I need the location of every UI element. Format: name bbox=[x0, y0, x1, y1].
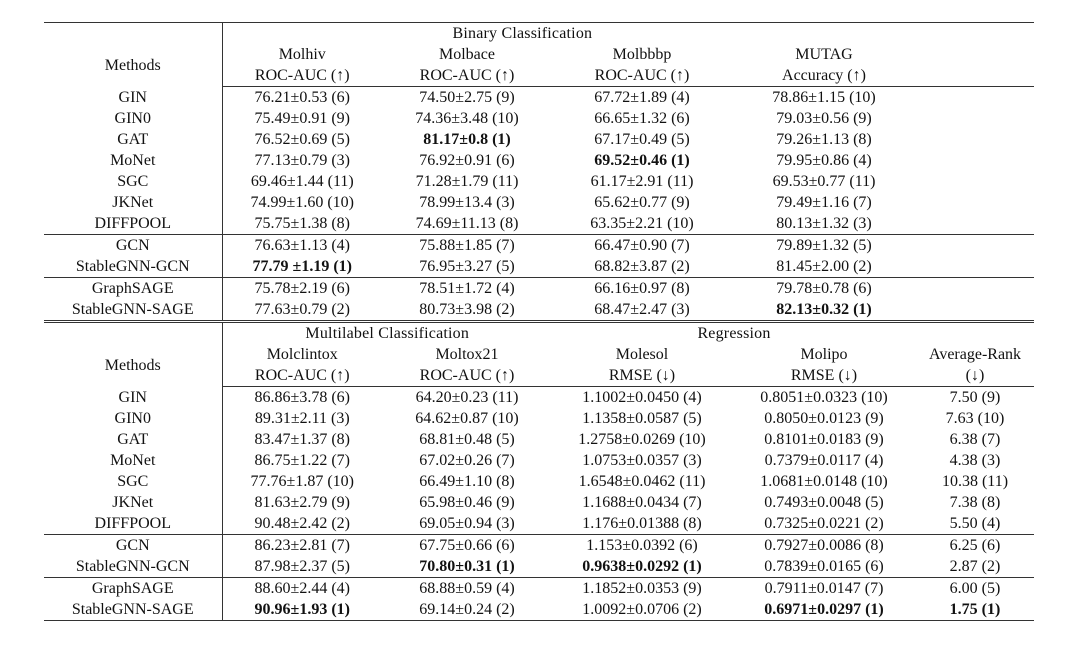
result-cell: 83.47±1.37 (8) bbox=[254, 431, 350, 448]
result-cell: 7.63 (10) bbox=[945, 410, 1005, 427]
result-cell: 77.79 ±1.19 (1) bbox=[222, 256, 382, 278]
result-cell: 6.38 (7) bbox=[949, 431, 1001, 448]
empty-cell bbox=[916, 322, 1034, 345]
method-name: GIN bbox=[44, 87, 222, 109]
result-cell: 1.1688±0.0434 (7) bbox=[582, 494, 702, 511]
result-cell: 1.0681±0.0148 (10) bbox=[760, 473, 888, 490]
result-cell: 77.63±0.79 (2) bbox=[222, 299, 382, 322]
table-row bbox=[44, 471, 1034, 492]
result-cell: 2.87 (2) bbox=[916, 556, 1034, 578]
top-dataset-row bbox=[44, 44, 1034, 65]
dataset-name: Moltox21 bbox=[435, 346, 499, 363]
bottom-dataset-row bbox=[44, 344, 1034, 365]
result-cell: 0.7325±0.0221 (2) bbox=[732, 513, 916, 535]
result-cell: 75.88±1.85 (7) bbox=[419, 237, 515, 254]
result-cell: 79.03±0.56 (9) bbox=[776, 110, 872, 127]
result-cell: 76.63±1.13 (4) bbox=[254, 237, 350, 254]
metric-label: Accuracy (↑) bbox=[732, 65, 916, 87]
result-cell bbox=[916, 108, 1034, 129]
result-cell: 86.86±3.78 (6) bbox=[254, 389, 350, 406]
result-cell: 65.62±0.77 (9) bbox=[594, 194, 690, 211]
result-cell: 75.75±1.38 (8) bbox=[222, 213, 382, 235]
result-cell: 65.98±0.46 (9) bbox=[419, 494, 515, 511]
result-cell: 68.82±3.87 (2) bbox=[552, 256, 732, 278]
result-cell: 78.99±13.4 (3) bbox=[419, 194, 515, 211]
table-row bbox=[44, 578, 1034, 600]
result-cell: 75.78±2.19 (6) bbox=[254, 280, 350, 297]
result-cell: 0.6971±0.0297 (1) bbox=[732, 599, 916, 621]
bottom-group-header-row bbox=[44, 322, 1034, 345]
metric-label: ROC-AUC (↑) bbox=[382, 65, 552, 87]
result-cell: 68.88±0.59 (4) bbox=[419, 580, 515, 597]
method-name: GIN0 bbox=[44, 108, 222, 129]
multilabel-classification-label: Multilabel Classification bbox=[305, 325, 470, 342]
result-cell bbox=[916, 235, 1034, 257]
result-cell: 1.153±0.0392 (6) bbox=[586, 537, 698, 554]
result-cell: 5.50 (4) bbox=[916, 513, 1034, 535]
result-cell bbox=[916, 213, 1034, 235]
method-name: GIN0 bbox=[44, 408, 222, 429]
result-cell: 64.62±0.87 (10) bbox=[415, 410, 519, 427]
result-cell: 74.69±11.13 (8) bbox=[382, 213, 552, 235]
result-cell: 0.8051±0.0323 (10) bbox=[760, 389, 888, 406]
result-cell: 69.53±0.77 (11) bbox=[772, 173, 876, 190]
table-row bbox=[44, 408, 1034, 429]
result-cell bbox=[916, 192, 1034, 213]
result-cell: 90.96±1.93 (1) bbox=[222, 599, 382, 621]
metric-label: ROC-AUC (↑) bbox=[552, 65, 732, 87]
table-row bbox=[44, 278, 1034, 300]
result-cell: 90.48±2.42 (2) bbox=[222, 513, 382, 535]
table-row bbox=[44, 129, 1034, 150]
result-cell: 75.49±0.91 (9) bbox=[254, 110, 350, 127]
result-cell: 89.31±2.11 (3) bbox=[254, 410, 350, 427]
binary-classification-label: Binary Classification bbox=[222, 23, 1034, 45]
result-cell: 80.73±3.98 (2) bbox=[382, 299, 552, 322]
dataset-name: Molclintox bbox=[266, 346, 338, 363]
method-name: GCN bbox=[44, 535, 222, 557]
result-cell: 67.17±0.49 (5) bbox=[594, 131, 690, 148]
result-cell: 81.17±0.8 (1) bbox=[423, 131, 511, 148]
metric-label: RMSE (↓) bbox=[552, 365, 732, 387]
result-cell: 66.65±1.32 (6) bbox=[594, 110, 690, 127]
table-row bbox=[44, 492, 1034, 513]
empty-corner bbox=[44, 23, 222, 45]
result-cell: 78.86±1.15 (10) bbox=[772, 89, 876, 106]
result-cell: 6.25 (6) bbox=[949, 537, 1001, 554]
metric-label: ROC-AUC (↑) bbox=[222, 365, 382, 387]
table-row bbox=[44, 171, 1034, 192]
result-cell: 1.2758±0.0269 (10) bbox=[578, 431, 706, 448]
result-cell: 69.52±0.46 (1) bbox=[594, 152, 690, 169]
table-row bbox=[44, 599, 1034, 621]
result-cell: 79.26±1.13 (8) bbox=[776, 131, 872, 148]
metric-label: RMSE (↓) bbox=[732, 365, 916, 387]
result-cell: 0.8101±0.0183 (9) bbox=[764, 431, 884, 448]
method-name: MoNet bbox=[44, 150, 222, 171]
method-name: StableGNN-SAGE bbox=[44, 299, 222, 322]
method-name: GraphSAGE bbox=[44, 578, 222, 600]
table-row bbox=[44, 299, 1034, 322]
result-cell: 66.47±0.90 (7) bbox=[594, 237, 690, 254]
result-cell: 7.38 (8) bbox=[949, 494, 1001, 511]
result-cell: 76.95±3.27 (5) bbox=[382, 256, 552, 278]
result-cell: 80.13±1.32 (3) bbox=[732, 213, 916, 235]
result-cell: 78.51±1.72 (4) bbox=[419, 280, 515, 297]
result-cell: 69.14±0.24 (2) bbox=[382, 599, 552, 621]
result-cell: 76.21±0.53 (6) bbox=[254, 89, 350, 106]
result-cell: 1.6548±0.0462 (11) bbox=[578, 473, 706, 490]
dataset-name: Molbace bbox=[439, 46, 495, 63]
result-cell: 0.7493±0.0048 (5) bbox=[764, 494, 884, 511]
result-cell: 4.38 (3) bbox=[949, 452, 1001, 469]
result-cell: 70.80±0.31 (1) bbox=[382, 556, 552, 578]
metric-label: ROC-AUC (↑) bbox=[222, 65, 382, 87]
result-cell bbox=[916, 150, 1034, 171]
result-cell: 6.00 (5) bbox=[949, 580, 1001, 597]
dataset-name: MUTAG bbox=[795, 46, 853, 63]
result-cell: 1.0092±0.0706 (2) bbox=[552, 599, 732, 621]
method-name: GCN bbox=[44, 235, 222, 257]
table-row bbox=[44, 387, 1034, 409]
table-row bbox=[44, 429, 1034, 450]
method-name: SGC bbox=[44, 171, 222, 192]
result-cell: 0.7911±0.0147 (7) bbox=[764, 580, 884, 597]
result-cell: 0.9638±0.0292 (1) bbox=[552, 556, 732, 578]
result-cell: 79.78±0.78 (6) bbox=[776, 280, 872, 297]
result-cell: 66.49±1.10 (8) bbox=[419, 473, 515, 490]
method-name: StableGNN-GCN bbox=[44, 256, 222, 278]
result-cell bbox=[916, 299, 1034, 322]
result-cell: 71.28±1.79 (11) bbox=[415, 173, 519, 190]
table-row bbox=[44, 556, 1034, 578]
result-cell: 0.7839±0.0165 (6) bbox=[732, 556, 916, 578]
result-cell: 69.46±1.44 (11) bbox=[250, 173, 354, 190]
regression-label: Regression bbox=[697, 325, 771, 342]
result-cell: 63.35±2.21 (10) bbox=[552, 213, 732, 235]
method-name: StableGNN-SAGE bbox=[44, 599, 222, 621]
method-name: JKNet bbox=[44, 192, 222, 213]
dataset-name: Average-Rank bbox=[928, 346, 1022, 363]
dataset-name: Molipo bbox=[800, 346, 848, 363]
result-cell bbox=[916, 87, 1034, 109]
table-row bbox=[44, 87, 1034, 109]
table-row bbox=[44, 213, 1034, 235]
empty-cell bbox=[916, 65, 1034, 87]
method-name: StableGNN-GCN bbox=[44, 556, 222, 578]
method-name: DIFFPOOL bbox=[44, 213, 222, 235]
bottom-section bbox=[44, 322, 1034, 621]
results-table bbox=[44, 22, 1034, 621]
results-table-container bbox=[44, 22, 1034, 621]
result-cell: 7.50 (9) bbox=[949, 389, 1001, 406]
result-cell: 10.38 (11) bbox=[941, 473, 1009, 490]
result-cell: 88.60±2.44 (4) bbox=[254, 580, 350, 597]
metric-label: (↓) bbox=[916, 365, 1034, 387]
table-row bbox=[44, 192, 1034, 213]
result-cell: 1.1852±0.0353 (9) bbox=[582, 580, 702, 597]
method-name: GIN bbox=[44, 387, 222, 409]
top-section bbox=[44, 23, 1034, 322]
table-row bbox=[44, 150, 1034, 171]
method-name: GraphSAGE bbox=[44, 278, 222, 300]
top-group-header-row bbox=[44, 23, 1034, 45]
result-cell: 1.176±0.01388 (8) bbox=[552, 513, 732, 535]
result-cell: 77.76±1.87 (10) bbox=[250, 473, 354, 490]
result-cell: 82.13±0.32 (1) bbox=[732, 299, 916, 322]
result-cell: 81.45±2.00 (2) bbox=[732, 256, 916, 278]
result-cell: 64.20±0.23 (11) bbox=[415, 389, 519, 406]
dataset-name: Molesol bbox=[615, 346, 669, 363]
method-name: GAT bbox=[44, 129, 222, 150]
result-cell: 87.98±2.37 (5) bbox=[222, 556, 382, 578]
method-name: DIFFPOOL bbox=[44, 513, 222, 535]
result-cell: 1.75 (1) bbox=[916, 599, 1034, 621]
result-cell bbox=[916, 256, 1034, 278]
result-cell: 67.72±1.89 (4) bbox=[594, 89, 690, 106]
table-row bbox=[44, 256, 1034, 278]
table-row bbox=[44, 235, 1034, 257]
result-cell bbox=[916, 171, 1034, 192]
empty-corner bbox=[44, 322, 222, 345]
method-name: SGC bbox=[44, 471, 222, 492]
result-cell: 0.7379±0.0117 (4) bbox=[764, 452, 884, 469]
metric-label: ROC-AUC (↑) bbox=[382, 365, 552, 387]
result-cell: 77.13±0.79 (3) bbox=[254, 152, 350, 169]
result-cell: 86.23±2.81 (7) bbox=[254, 537, 350, 554]
result-cell: 79.95±0.86 (4) bbox=[776, 152, 872, 169]
dataset-name: Molhiv bbox=[278, 46, 326, 63]
table-row bbox=[44, 108, 1034, 129]
result-cell: 1.1358±0.0587 (5) bbox=[582, 410, 702, 427]
empty-cell bbox=[916, 44, 1034, 65]
result-cell: 79.49±1.16 (7) bbox=[776, 194, 872, 211]
result-cell: 0.7927±0.0086 (8) bbox=[764, 537, 884, 554]
result-cell: 67.75±0.66 (6) bbox=[419, 537, 515, 554]
result-cell: 67.02±0.26 (7) bbox=[419, 452, 515, 469]
result-cell: 1.1002±0.0450 (4) bbox=[582, 389, 702, 406]
result-cell: 74.36±3.48 (10) bbox=[415, 110, 519, 127]
method-name: JKNet bbox=[44, 492, 222, 513]
result-cell: 74.99±1.60 (10) bbox=[250, 194, 354, 211]
result-cell: 79.89±1.32 (5) bbox=[776, 237, 872, 254]
result-cell: 0.8050±0.0123 (9) bbox=[764, 410, 884, 427]
result-cell: 69.05±0.94 (3) bbox=[382, 513, 552, 535]
result-cell: 74.50±2.75 (9) bbox=[419, 89, 515, 106]
table-row bbox=[44, 450, 1034, 471]
method-name: MoNet bbox=[44, 450, 222, 471]
methods-header: Methods bbox=[44, 344, 222, 387]
dataset-name: Molbbbp bbox=[612, 46, 672, 63]
result-cell bbox=[916, 278, 1034, 300]
result-cell: 86.75±1.22 (7) bbox=[254, 452, 350, 469]
result-cell bbox=[916, 129, 1034, 150]
result-cell: 76.52±0.69 (5) bbox=[254, 131, 350, 148]
result-cell: 61.17±2.91 (11) bbox=[590, 173, 694, 190]
result-cell: 68.81±0.48 (5) bbox=[419, 431, 515, 448]
result-cell: 76.92±0.91 (6) bbox=[419, 152, 515, 169]
result-cell: 81.63±2.79 (9) bbox=[254, 494, 350, 511]
table-row bbox=[44, 513, 1034, 535]
methods-header: Methods bbox=[44, 44, 222, 87]
result-cell: 1.0753±0.0357 (3) bbox=[582, 452, 702, 469]
result-cell: 68.47±2.47 (3) bbox=[552, 299, 732, 322]
method-name: GAT bbox=[44, 429, 222, 450]
table-row bbox=[44, 535, 1034, 557]
result-cell: 66.16±0.97 (8) bbox=[594, 280, 690, 297]
